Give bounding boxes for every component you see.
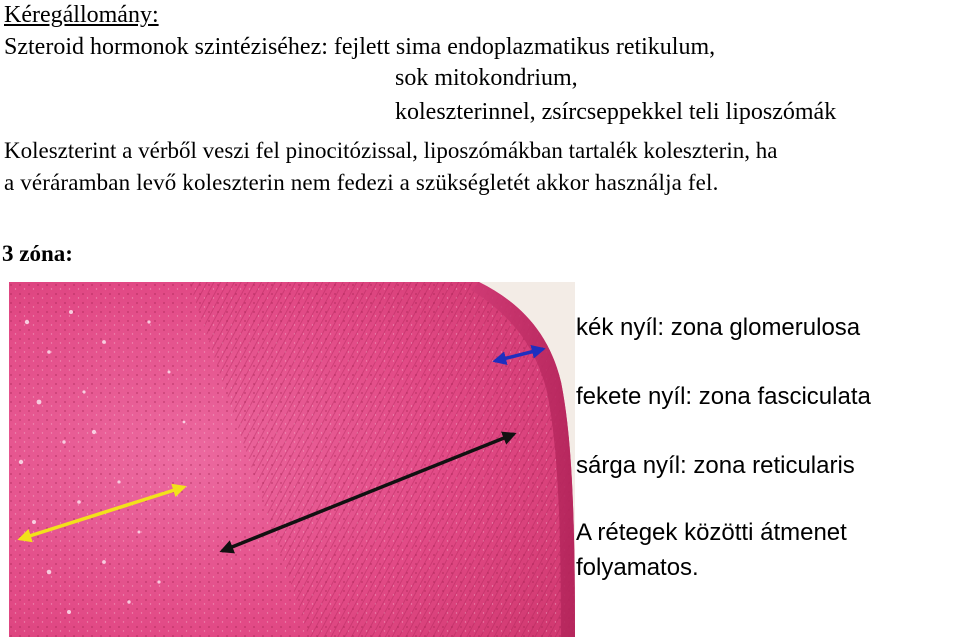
intro-line-2: sok mitokondrium, — [395, 65, 578, 91]
paragraph-line-1: Koleszterint a vérből veszi fel pinocitózissal, liposzómákban tartalék koleszterin, ha — [4, 138, 778, 163]
legend-note-line-1: A rétegek közötti átmenet — [576, 519, 847, 546]
paragraph-line-2: a véráramban levő koleszterin nem fedezi a szükségletét akkor használja fel. — [4, 170, 719, 195]
zones-title: 3 zóna: — [2, 241, 73, 266]
legend-blue: kék nyíl: zona glomerulosa — [576, 314, 861, 341]
legend-yellow: sárga nyíl: zona reticularis — [576, 452, 855, 479]
histology-image — [9, 282, 575, 637]
intro-line-1: Szteroid hormonok szintéziséhez: fejlett sima endoplazmatikus retikulum, — [4, 34, 716, 60]
legend-black: fekete nyíl: zona fasciculata — [576, 383, 871, 410]
intro-line-3: koleszterinnel, zsírcseppekkel teli liposzómák — [395, 99, 837, 125]
legend-note-line-2: folyamatos. — [576, 554, 699, 581]
section-heading: Kéregállomány: — [4, 2, 159, 28]
